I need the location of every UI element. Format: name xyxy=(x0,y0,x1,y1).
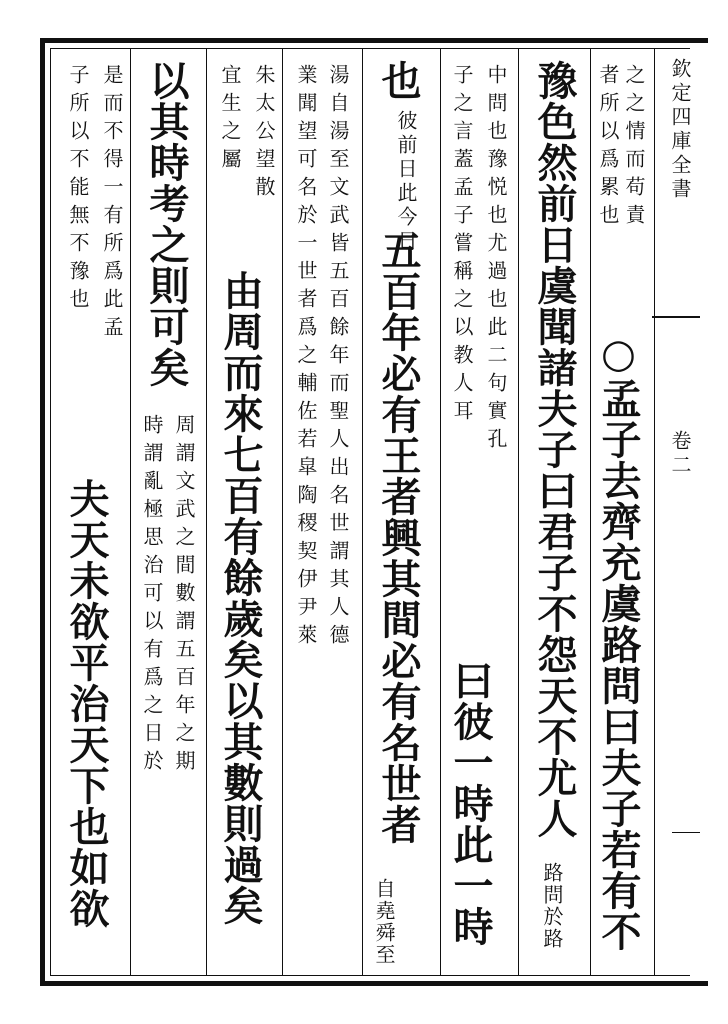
volume-label-margin: 卷二 xyxy=(668,430,692,478)
margin-rule xyxy=(672,832,700,833)
main-text-line: 以其時考之則可矣 xyxy=(143,60,190,388)
column-rule xyxy=(130,48,131,976)
commentary-line: 中問也豫悦也尤過也此二句實孔 xyxy=(484,64,508,456)
column-rule xyxy=(362,48,363,976)
column-rule xyxy=(282,48,283,976)
commentary-line: 宜生之屬 xyxy=(218,64,242,176)
column-rule xyxy=(440,48,441,976)
column-rule xyxy=(590,48,591,976)
commentary-line: 之之情而苟責 xyxy=(622,64,646,232)
commentary-line: 子之言蓋孟子嘗稱之以教人耳 xyxy=(450,64,474,428)
column-rule xyxy=(518,48,519,976)
main-text-line: ○孟子去齊充虞路問曰夫子若有不 xyxy=(595,330,642,952)
main-text-line: 夫天未欲平治天下也如欲 xyxy=(63,478,110,929)
main-text-line: 也 xyxy=(375,60,422,101)
commentary-line: 自堯舜至 xyxy=(372,878,396,966)
commentary-line: 朱太公望散 xyxy=(252,64,276,204)
main-text-line: 由周而來七百有餘歲矣以其數則過矣 xyxy=(217,270,264,926)
commentary-line: 子所以不能無不豫也 xyxy=(66,64,90,316)
book-title-margin: 欽定四庫全書 xyxy=(668,58,692,202)
main-text-line: 豫色然前日虞聞諸夫子曰君子不怨天不尤人 xyxy=(531,60,578,839)
main-text-line: 曰彼一時此一時 xyxy=(447,660,494,947)
commentary-line: 時謂亂極思治可以有爲之日於 xyxy=(140,414,164,778)
commentary-line: 周謂文武之間數謂五百年之期 xyxy=(172,414,196,778)
commentary-line: 彼前日此今日 xyxy=(394,110,418,254)
commentary-line: 路問於路 xyxy=(540,862,564,950)
commentary-line: 者所以爲累也 xyxy=(596,64,620,232)
main-text-line: 五百年必有王者興其間必有名世者 xyxy=(375,230,422,845)
commentary-line: 湯自湯至文武皆五百餘年而聖人出名世謂其人德 xyxy=(326,64,350,652)
commentary-line: 是而不得一有所爲此孟 xyxy=(100,64,124,344)
column-rule xyxy=(206,48,207,976)
commentary-line: 業聞望可名於一世者爲之輔佐若皐陶稷契伊尹萊 xyxy=(294,64,318,652)
fish-tail-mark xyxy=(652,316,700,318)
